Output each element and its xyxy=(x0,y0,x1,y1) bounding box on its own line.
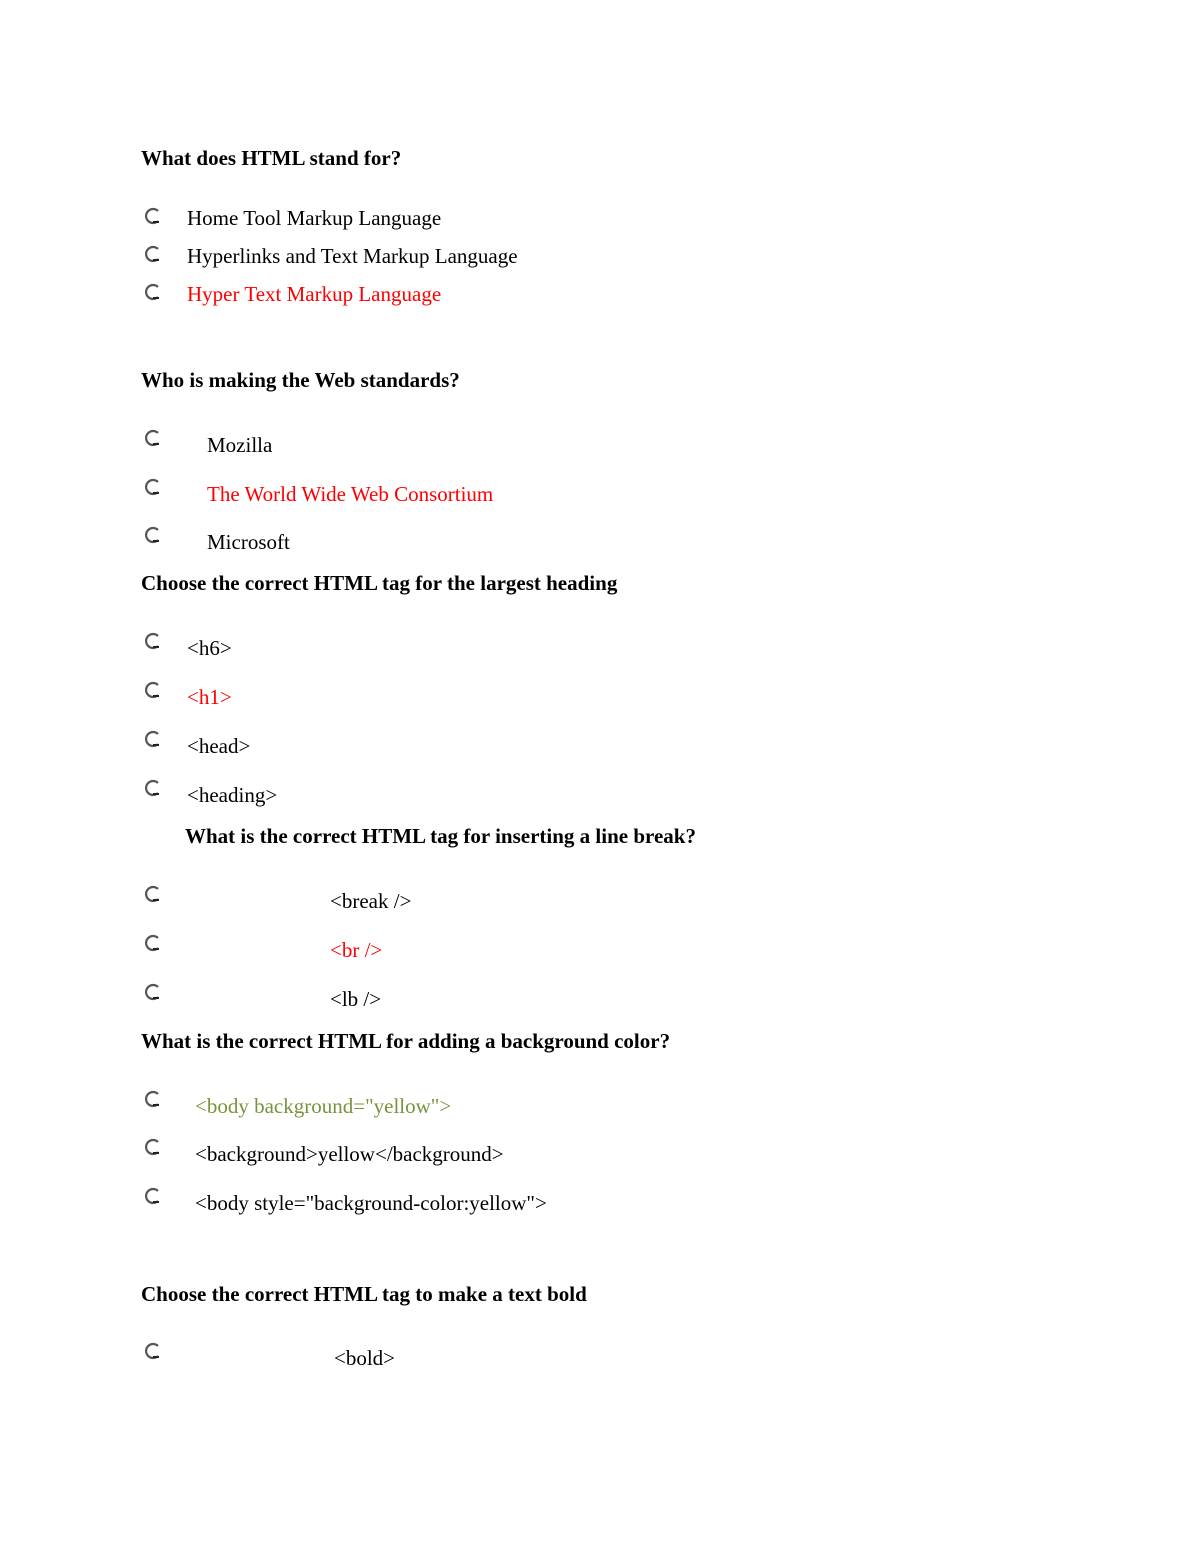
option-label-green: <body background="yellow"> xyxy=(195,1094,452,1118)
option-label-correct: <h1> xyxy=(187,685,232,709)
radio-circle-icon xyxy=(142,631,164,653)
radio-button[interactable] xyxy=(142,477,164,499)
option-label: <body style="background-color:yellow"> xyxy=(195,1191,547,1215)
option-label: <bold> xyxy=(334,1346,396,1370)
radio-circle-icon xyxy=(142,1089,164,1111)
radio-circle-icon xyxy=(142,477,164,499)
option-label: Mozilla xyxy=(207,433,273,457)
question-2: Who is making the Web standards? xyxy=(141,368,460,392)
radio-circle-icon xyxy=(142,729,164,751)
radio-button[interactable] xyxy=(142,729,164,751)
radio-circle-icon xyxy=(142,680,164,702)
radio-button[interactable] xyxy=(142,982,164,1004)
radio-circle-icon xyxy=(142,1186,164,1208)
radio-button[interactable] xyxy=(142,631,164,653)
radio-button[interactable] xyxy=(142,884,164,906)
radio-circle-icon xyxy=(142,525,164,547)
radio-button[interactable] xyxy=(142,525,164,547)
option-label: <head> xyxy=(187,734,251,758)
radio-button[interactable] xyxy=(142,244,164,266)
option-label: Home Tool Markup Language xyxy=(187,206,442,230)
option-label: <lb /> xyxy=(330,987,382,1011)
question-1: What does HTML stand for? xyxy=(141,146,402,170)
radio-circle-icon xyxy=(142,428,164,450)
option-label: <h6> xyxy=(187,636,232,660)
option-label: <background>yellow</background> xyxy=(195,1142,504,1166)
question-4: What is the correct HTML tag for inserting a line break? xyxy=(185,824,696,848)
question-6: Choose the correct HTML tag to make a text bold xyxy=(141,1282,587,1306)
radio-button[interactable] xyxy=(142,778,164,800)
option-label-correct: <br /> xyxy=(330,938,383,962)
radio-circle-icon xyxy=(142,206,164,228)
question-3: Choose the correct HTML tag for the largest heading xyxy=(141,571,618,595)
radio-button[interactable] xyxy=(142,428,164,450)
radio-button[interactable] xyxy=(142,680,164,702)
radio-button[interactable] xyxy=(142,1089,164,1111)
radio-circle-icon xyxy=(142,933,164,955)
radio-circle-icon xyxy=(142,1341,164,1363)
option-label-correct: Hyper Text Markup Language xyxy=(187,282,442,306)
radio-button[interactable] xyxy=(142,1137,164,1159)
radio-circle-icon xyxy=(142,1137,164,1159)
radio-circle-icon xyxy=(142,282,164,304)
radio-circle-icon xyxy=(142,244,164,266)
radio-circle-icon xyxy=(142,884,164,906)
option-label: <heading> xyxy=(187,783,278,807)
radio-circle-icon xyxy=(142,778,164,800)
option-label: Hyperlinks and Text Markup Language xyxy=(187,244,518,268)
radio-button[interactable] xyxy=(142,282,164,304)
radio-button[interactable] xyxy=(142,206,164,228)
radio-circle-icon xyxy=(142,982,164,1004)
question-5: What is the correct HTML for adding a background color? xyxy=(141,1029,671,1053)
radio-button[interactable] xyxy=(142,1186,164,1208)
radio-button[interactable] xyxy=(142,933,164,955)
option-label: <break /> xyxy=(330,889,412,913)
option-label-correct: The World Wide Web Consortium xyxy=(207,482,494,506)
radio-button[interactable] xyxy=(142,1341,164,1363)
option-label: Microsoft xyxy=(207,530,290,554)
